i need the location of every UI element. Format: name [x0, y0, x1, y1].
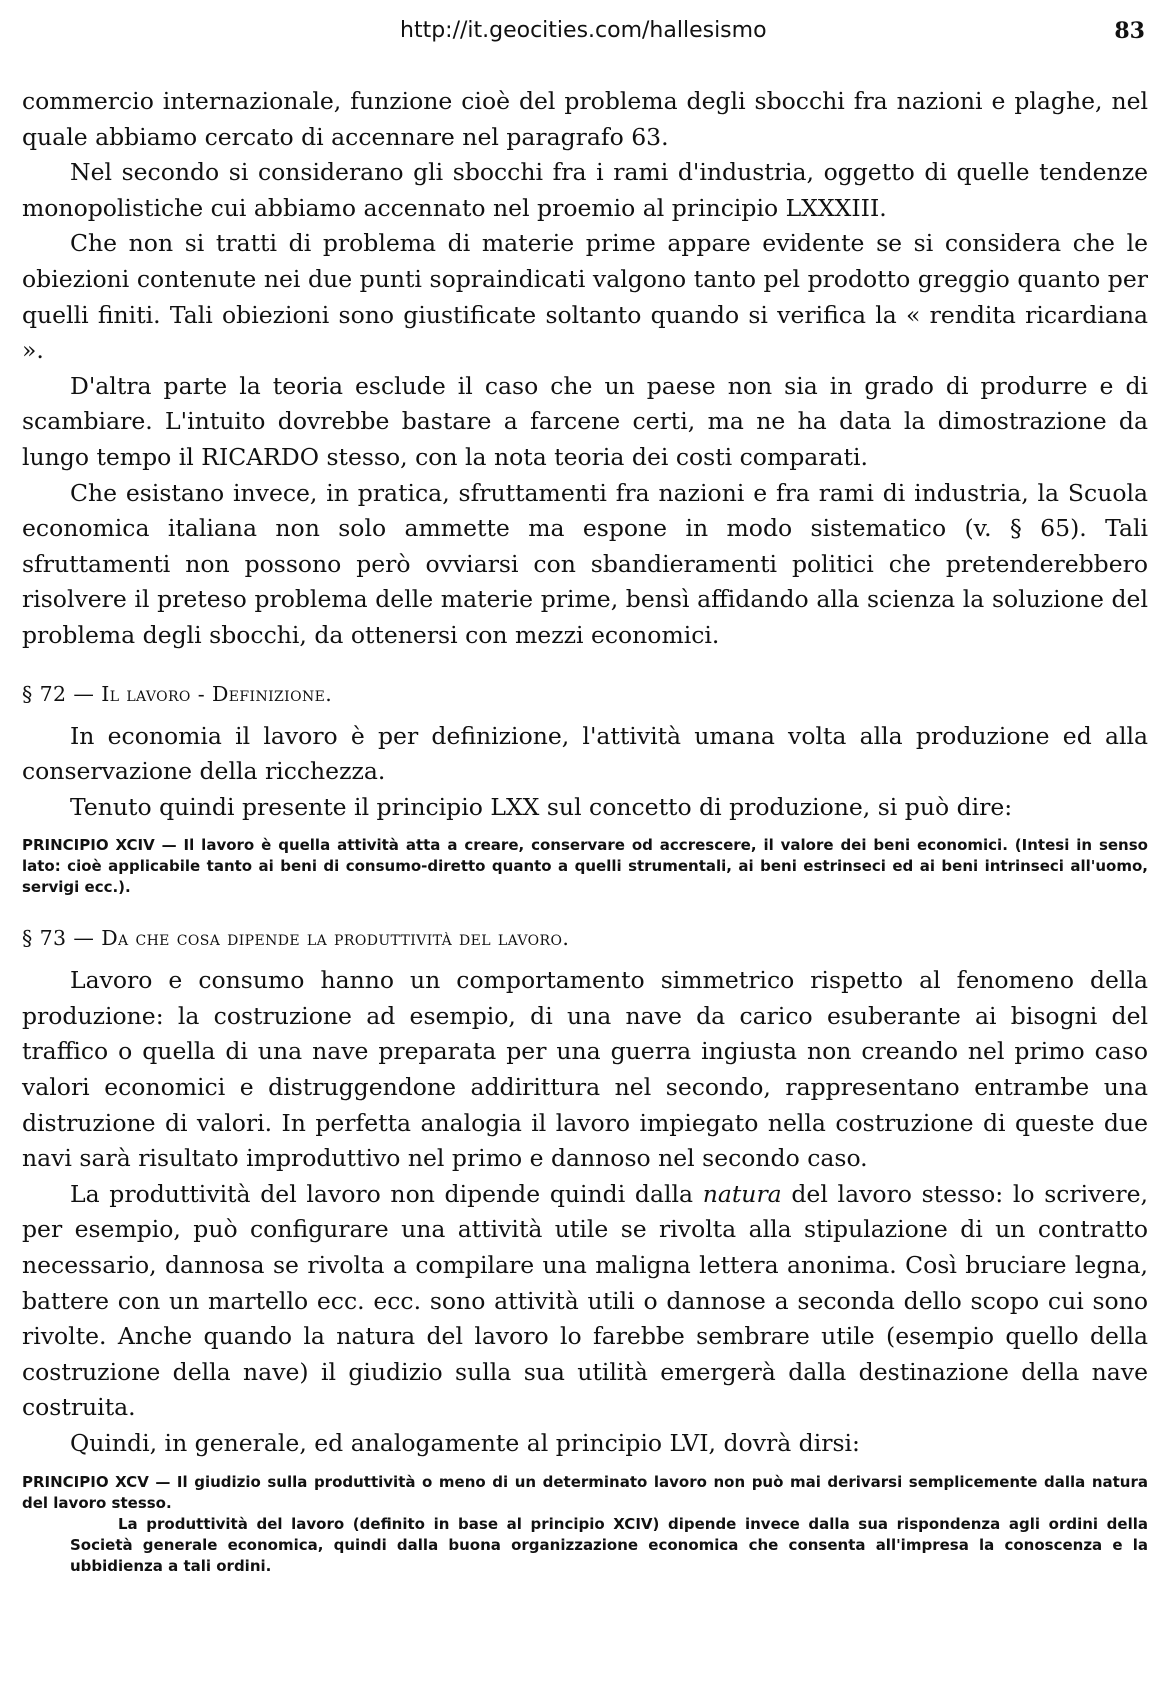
- paragraph-text: del lavoro stesso: lo scrivere, per esempio, può configurare una attività utile se rivolta alla stipulazione di un contratto necessario, dannosa se rivolta a compilare una maligna lettera anonima. Così bruciare legna, battere con un martello ecc. ecc. sono attività utili o dannose a seconda dello scopo cui sono rivolte. Anche quando la natura del lavoro lo farebbe sembrare utile (esempio quello della costruzione della nave) il giudizio sulla sua utilità emergerà dalla destinazione della nave costruita.: [22, 1179, 1148, 1422]
- paragraph: Lavoro e consumo hanno un comportamento simmetrico rispetto al fenomeno della produzione: la costruzione ad esempio, di una nave da carico esuberante ai bisogni del traffico o quella di una nave preparata per una guerra ingiusta non creando nel primo caso valori economici e distruggendone addirittura nel secondo, rappresentano entrambe una distruzione di valori. In perfetta analogia il lavoro impiegato nella costruzione di queste due navi sarà risultato improduttivo nel primo e dannoso nel secondo caso.: [22, 966, 1148, 1173]
- principle-text-continued: La produttività del lavoro (definito in base al principio XCIV) dipende invece dalla sua rispondenza agli ordini della Società generale economica, quindi dalla buona organizzazione economica che consenta all'impresa la conoscenza e la ubbidienza a tali ordini.: [70, 1514, 1148, 1575]
- principle-text: Il lavoro è quella attività atta a creare, conservare od accrescere, il valore dei beni economici. (Intesi in senso lato: cioè applicabile tanto ai beni di consumo-diretto quanto a quelli strumentali, ai beni estrinseci ed ai beni intrinseci all'uomo, servigi ecc.).: [22, 836, 1148, 897]
- paragraph: Che esistano invece, in pratica, sfruttamenti fra nazioni e fra rami di industria, la Scuola economica italiana non solo ammette ma espone in modo sistematico (v. § 65). Tali sfruttamenti non possono però ovviarsi con sbandieramenti politici che pretenderebbero risolvere il preteso problema delle materie prime, bensì affidando alla scienza la soluzione del problema degli sbocchi, da ottenersi con mezzi economici.: [22, 478, 1148, 649]
- section-number: § 72 —: [22, 681, 95, 706]
- paragraph-continuation: commercio internazionale, funzione cioè del problema degli sbocchi fra nazioni e plaghe, nel quale abbiamo cercato di accennare nel paragrafo 63.: [22, 87, 1148, 151]
- emphasis: natura: [702, 1179, 782, 1208]
- page-header: [0, 18, 1173, 52]
- paragraph: In economia il lavoro è per definizione, l'attività umana volta alla produzione ed alla conservazione della ricchezza.: [22, 721, 1148, 786]
- section-title: Il lavoro - Definizione.: [101, 681, 333, 706]
- principle-xciv: [22, 835, 1148, 898]
- principle-xcv: [22, 1472, 1148, 1577]
- paragraph: Che non si tratti di problema di materie prime appare evidente se si considera che le obiezioni contenute nei due punti sopraindicati valgono tanto pel prodotto greggio quanto per quelli finiti. Tali obiezioni sono giustificate soltanto quando si verifica la « rendita ricardiana ».: [22, 229, 1148, 365]
- section-title: Da che cosa dipende la produttività del lavoro.: [101, 926, 570, 951]
- principle-label: PRINCIPIO XCIV —: [22, 836, 177, 855]
- principle-label: PRINCIPIO XCV —: [22, 1472, 171, 1491]
- paragraph: [22, 1177, 1148, 1426]
- section-73-heading: [22, 923, 1148, 953]
- page-number: 83: [1114, 18, 1145, 44]
- section-number: § 73 —: [22, 926, 95, 951]
- paragraph: Tenuto quindi presente il principio LXX sul concetto di produzione, si può dire:: [70, 792, 1013, 821]
- paragraph-text: La produttività del lavoro non dipende quindi dalla: [70, 1179, 694, 1208]
- paragraph: Nel secondo si considerano gli sbocchi fra i rami d'industria, oggetto di quelle tendenze monopolistiche cui abbiamo accennato nel proemio al principio LXXXIII.: [22, 158, 1148, 222]
- section-72-heading: [22, 679, 1148, 709]
- paragraph: D'altra parte la teoria esclude il caso che un paese non sia in grado di produrre e di scambiare. L'intuito dovrebbe bastare a farcene certi, ma ne ha data la dimostrazione da lungo tempo il RICARDO stesso, con la nota teoria dei costi comparati.: [22, 371, 1148, 471]
- principle-text: Il giudizio sulla produttività o meno di un determinato lavoro non può mai derivarsi semplicemente dalla natura del lavoro stesso.: [22, 1472, 1148, 1512]
- paragraph: Quindi, in generale, ed analogamente al principio LVI, dovrà dirsi:: [70, 1429, 860, 1457]
- page-body: [22, 84, 1148, 1589]
- source-url: http://it.geocities.com/hallesismo: [400, 18, 767, 43]
